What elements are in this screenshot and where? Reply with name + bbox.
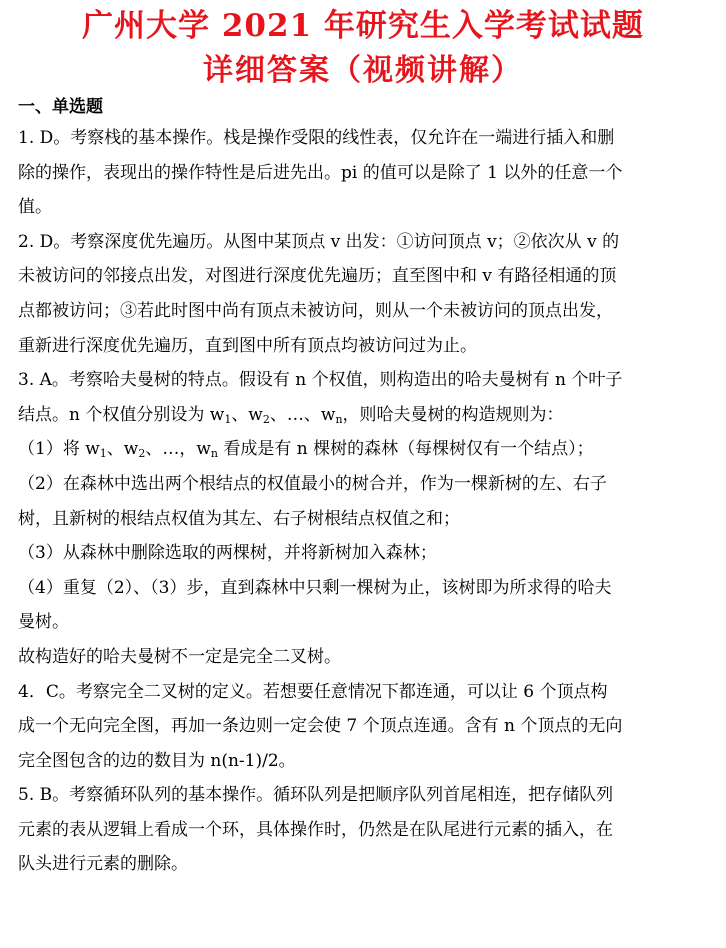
text-line: 5. B。考察循环队列的基本操作。循环队列是把顺序队列首尾相连，把存储队列 (18, 785, 614, 806)
text-line: 值。 (18, 197, 52, 218)
text-segment: 、…，w (145, 439, 211, 460)
text-line: 成一个无向完全图，再加一条边则一定会使 7 个顶点连通。含有 n 个顶点的无向 (18, 716, 623, 737)
text-line: 1. D。考察栈的基本操作。栈是操作受限的线性表，仅允许在一端进行插入和删 (18, 128, 615, 148)
subscript: n (335, 412, 343, 426)
text-line: 未被访问的邻接点出发，对图进行深度优先遍历；直至图中和 v 有路径相通的顶 (18, 266, 617, 287)
text-line: 点都被访问；③若此时图中尚有顶点未被访问，则从一个未被访问的顶点出发， (18, 300, 613, 321)
subscript: 1 (99, 447, 107, 461)
text-line: （2）在森林中选出两个根结点的权值最小的树合并，作为一棵新树的左、右子 (18, 473, 607, 494)
text-line: 曼树。 (18, 612, 69, 633)
text-line: （4）重复（2）、（3）步，直到森林中只剩一棵树为止，该树即为所求得的哈夫 (18, 577, 612, 598)
text-line: 完全图包含的边的数目为 n(n-1)/2。 (18, 750, 296, 771)
text-segment: （1）将 w (18, 439, 100, 460)
subscript: 1 (224, 412, 232, 426)
text-line: 2. D。考察深度优先遍历。从图中某顶点 v 出发：①访问顶点 v；②依次从 v 的 (18, 231, 620, 252)
text-segment: 、w (231, 404, 263, 425)
section-heading: 一、单选题 (18, 97, 103, 117)
text-line: 元素的表从逻辑上看成一个环，具体操作时，仍然是在队尾进行元素的插入，在 (18, 819, 613, 840)
text-line: 除的操作，表现出的操作特性是后进先出。pi 的值可以是除了 1 以外的任意一个 (18, 162, 623, 183)
subscript: 2 (262, 412, 270, 426)
text-line: 故构造好的哈夫曼树不一定是完全二叉树。 (18, 646, 341, 667)
text-line: 重新进行深度优先遍历，直到图中所有顶点均被访问过为止。 (18, 335, 477, 356)
subscript: 2 (138, 447, 146, 461)
text-segment: 、…、w (269, 404, 336, 425)
title-line-2: 详细答案（视频讲解） (203, 53, 523, 88)
text-segment: 结点。n 个权值分别设为 w (18, 404, 225, 425)
text-line: 队头进行元素的删除。 (18, 854, 188, 875)
text-line: 3. A。考察哈夫曼树的特点。假设有 n 个权值，则构造出的哈夫曼树有 n 个叶子 (18, 370, 623, 391)
text-line: 4．C。考察完全二叉树的定义。若想要任意情况下都连通，可以让 6 个顶点构 (18, 681, 608, 702)
text-segment: 、w (106, 439, 139, 460)
subscript: n (210, 447, 218, 461)
text-segment: ，则哈夫曼树的构造规则为： (342, 404, 564, 425)
title-line-1: 广州大学 2021 年研究生入学考试试题 (82, 8, 644, 44)
answer-body (18, 121, 708, 882)
text-line-subscript (18, 398, 708, 433)
text-segment: 看成是有 n 棵树的森林（每棵树仅有一个结点）； (218, 439, 594, 460)
text-line: 树，且新树的根结点权值为其左、右子树根结点权值之和； (18, 508, 460, 529)
text-line: （3）从森林中删除选取的两棵树，并将新树加入森林； (18, 543, 437, 564)
text-line-subscript (18, 432, 708, 467)
